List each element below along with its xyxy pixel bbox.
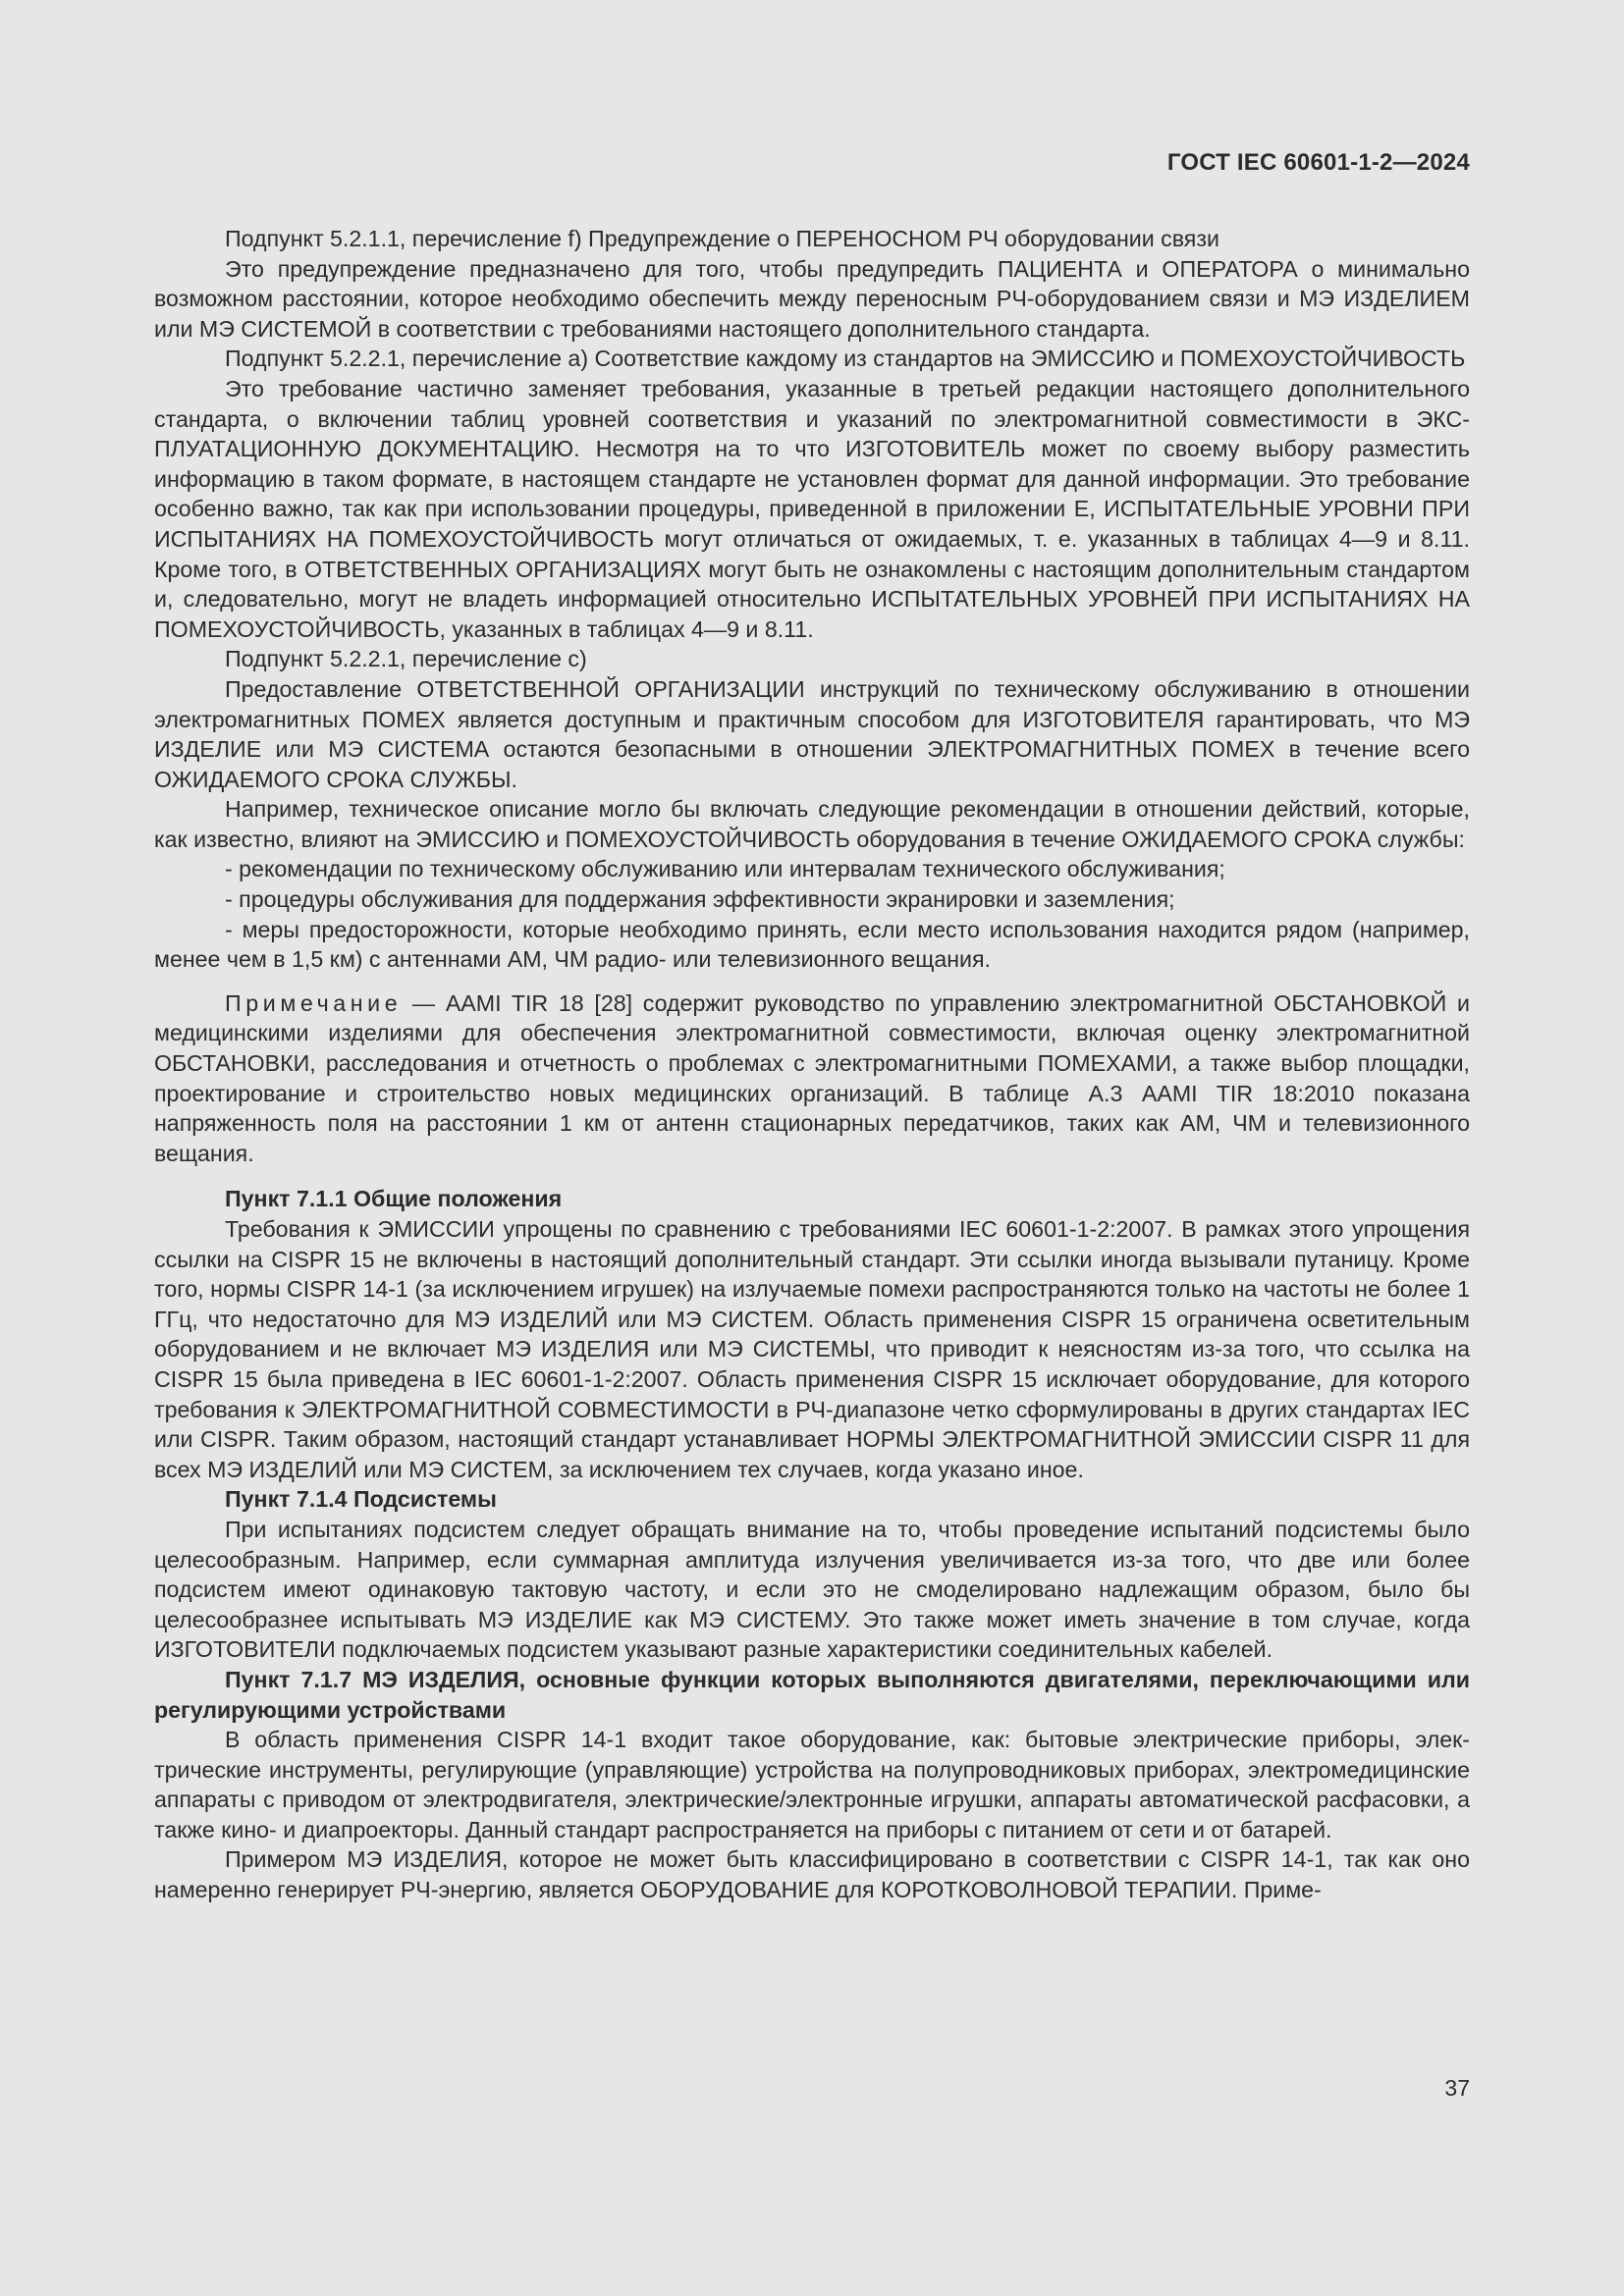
paragraph: Предоставление ОТВЕТСТВЕННОЙ ОРГАНИЗАЦИИ инструкций по техническому обслуживанию в отношении электромагнитных ПОМЕХ является доступным и практичным способом для ИЗГОТОВИТЕЛЯ гарантировать, что МЭ ИЗДЕЛИЕ или МЭ СИСТЕМА остаются безопасными в отношении ЭЛЕКТРОМАГНИТНЫХ ПОМЕХ в течение всего ОЖИДАЕМОГО СРОКА СЛУЖБЫ. <box>154 675 1470 792</box>
paragraph: Это требование частично заменяет требования, указанные в третьей редакции настоящего дополнительного стандарта, о включении таблиц уровней соответствия и указаний по электромагнитной совместимости в ЭКСПЛУАТАЦИОННУЮ ДОКУМЕНТАЦИЮ. Несмотря на то что ИЗГОТОВИТЕЛЬ может по своему выбору разместить информацию в таком формате, в настоящем стандарте не установлен формат для данной информации. Это требование особенно важно, так как при использовании процедуры, приведенной в приложении E, ИСПЫТАТЕЛЬНЫЕ УРОВНИ ПРИ ИСПЫТАНИЯХ НА ПОМЕХОУСТОЙЧИВОСТЬ могут отличаться от ожидаемых, т. е. указанных в таблицах 4—9 и 8.11. Кроме того, в ОТВЕТСТВЕННЫХ ОРГАНИЗАЦИЯХ могут быть не ознакомлены с настоящим дополнительным стандартом и, следовательно, могут не владеть информацией относительно ИСПЫТАТЕЛЬНЫХ УРОВНЕЙ ПРИ ИСПЫТАНИЯХ НА ПОМЕХОУСТОЙЧИВОСТЬ, указанных в таблицах 4—9 и 8.11. <box>154 375 1470 642</box>
note-text: — AAMI TIR 18 [28] содержит руководство по управлению электромагнитной ОБСТАНОВКОЙ и медицинскими изделиями для обеспечения электромагнитной совместимости, включая оценку электромагнитной ОБСТАНОВКИ, расследования и отчетность о проблемах с электромагнитными ПОМЕХАМИ, а также выбор площадки, проектирование и строительство новых медицинских организаций. В таблице А.3 AAMI TIR 18:2010 показана напряженность поля на расстоянии 1 км от антенн стационарных передатчиков, таких как АМ, ЧМ и телевизионного вещания. <box>154 989 1470 1166</box>
list-item: - рекомендации по техническому обслуживанию или интервалам технического обслуживания; <box>225 856 1225 882</box>
list-item: - меры предосторожности, которые необходимо принять, если место использования находится рядом (например, менее чем в 1,5 км) с антеннами АМ, ЧМ радио- или телевизионного вещания. <box>154 916 1470 973</box>
note-paragraph <box>154 988 1470 1169</box>
subclause-5-2-2-1-a-title: Подпункт 5.2.2.1, перечисление a) Соответствие каждому из стандартов на ЭМИССИЮ и ПОМЕХОУСТОЙЧИВОСТЬ <box>225 346 1466 372</box>
subclause-5-2-2-1-c-title: Подпункт 5.2.2.1, перечисление c) <box>225 646 587 672</box>
note-label: Примечание <box>225 989 403 1016</box>
subclause-5-2-1-1-title: Подпункт 5.2.1.1, перечисление f) Предупреждение о ПЕРЕНОСНОМ РЧ оборудовании связи <box>225 226 1219 251</box>
paragraph: Например, техническое описание могло бы включать следующие рекомендации в отношении действий, которые, как известно, влияют на ЭМИССИЮ и ПОМЕХОУСТОЙЧИВОСТЬ оборудования в течение ОЖИДАЕМОГО СРОКА службы: <box>154 796 1470 852</box>
section-7-1-1-heading: Пункт 7.1.1 Общие положения <box>225 1186 563 1212</box>
paragraph: В область применения CISPR 14-1 входит такое оборудование, как: бытовые электрические приборы, электрические инструменты, регулирующие (управляющие) устройства на полупроводниковых приборах, электромедицинские аппараты с приводом от электродвигателя, электрические/электронные игрушки, аппараты автоматической расфасовки, а также кино- и диапроекторы. Данный стандарт распространяется на приборы с питанием от сети и от батарей. <box>154 1727 1470 1842</box>
paragraph: При испытаниях подсистем следует обращать внимание на то, чтобы проведение испытаний подсистемы было целесообразным. Например, если суммарная амплитуда излучения увеличивается из-за того, что две или более подсистем имеют одинаковую тактовую частоту, и если это не смоделировано надлежащим образом, было бы целесообразнее испытывать МЭ ИЗДЕЛИЕ как МЭ СИСТЕМУ. Это также может иметь значение в том случае, когда ИЗГОТОВИТЕЛИ подключаемых подсистем указывают разные характеристики соединительных кабелей. <box>154 1516 1470 1663</box>
paragraph: Примером МЭ ИЗДЕЛИЯ, которое не может быть классифицировано в соответствии с CISPR 14-1, так как оно намеренно генерирует РЧ-энергию, является ОБОРУДОВАНИЕ для КОРОТКОВОЛНОВОЙ ТЕРАПИИ. Приме- <box>154 1846 1470 1903</box>
paragraph: Это предупреждение предназначено для того, чтобы предупредить ПАЦИЕНТА и ОПЕРАТОРА о минимально возможном расстоянии, которое необходимо обеспечить между переносным РЧ-оборудованием связи и МЭ ИЗДЕЛИЕМ или МЭ СИСТЕМОЙ в соответствии с требованиями настоящего дополнительного стандарта. <box>154 255 1470 342</box>
section-7-1-7-heading: Пункт 7.1.7 МЭ ИЗДЕЛИЯ, основные функции которых выполняются двигателями, переключающими или регулирующими устройствами <box>154 1666 1470 1723</box>
standard-code-header: ГОСТ IEC 60601-1-2—2024 <box>1166 149 1470 176</box>
list-item: - процедуры обслуживания для поддержания эффективности экранировки и заземления; <box>225 886 1175 913</box>
page-number: 37 <box>1444 2075 1470 2101</box>
paragraph: Требования к ЭМИССИИ упрощены по сравнению с требованиями IEC 60601-1-2:2007. В рамках этого упрощения ссылки на CISPR 15 не включены в настоящий дополнительный стандарт. Эти ссылки иногда вызывали путаницу. Кроме того, нормы CISPR 14-1 (за исключением игрушек) на излучаемые помехи распространяются только на частоты не более 1 ГГц, что недостаточно для МЭ ИЗДЕЛИЙ или МЭ СИСТЕМ. Область применения CISPR 15 ограничена осветительным оборудованием и не включает МЭ ИЗДЕЛИЯ или МЭ СИСТЕМЫ, что приводит к неясностям из-за того, что ссылка на CISPR 15 была приведена в IEC 60601-1-2:2007. Область применения CISPR 15 исключает оборудование, для которого требования к ЭЛЕКТРОМАГНИТНОЙ СОВМЕСТИМОСТИ в РЧ-диапазоне четко сформулированы в других стандартах IEC или CISPR. Таким образом, настоящий стандарт устанавливает НОРМЫ ЭЛЕКТРОМАГНИТНОЙ ЭМИССИИ CISPR 11 для всех МЭ ИЗДЕЛИЙ или МЭ СИСТЕМ, за исключением тех случаев, когда указано иное. <box>154 1216 1470 1482</box>
document-body <box>154 224 1470 1905</box>
section-7-1-4-heading: Пункт 7.1.4 Подсистемы <box>225 1486 497 1513</box>
